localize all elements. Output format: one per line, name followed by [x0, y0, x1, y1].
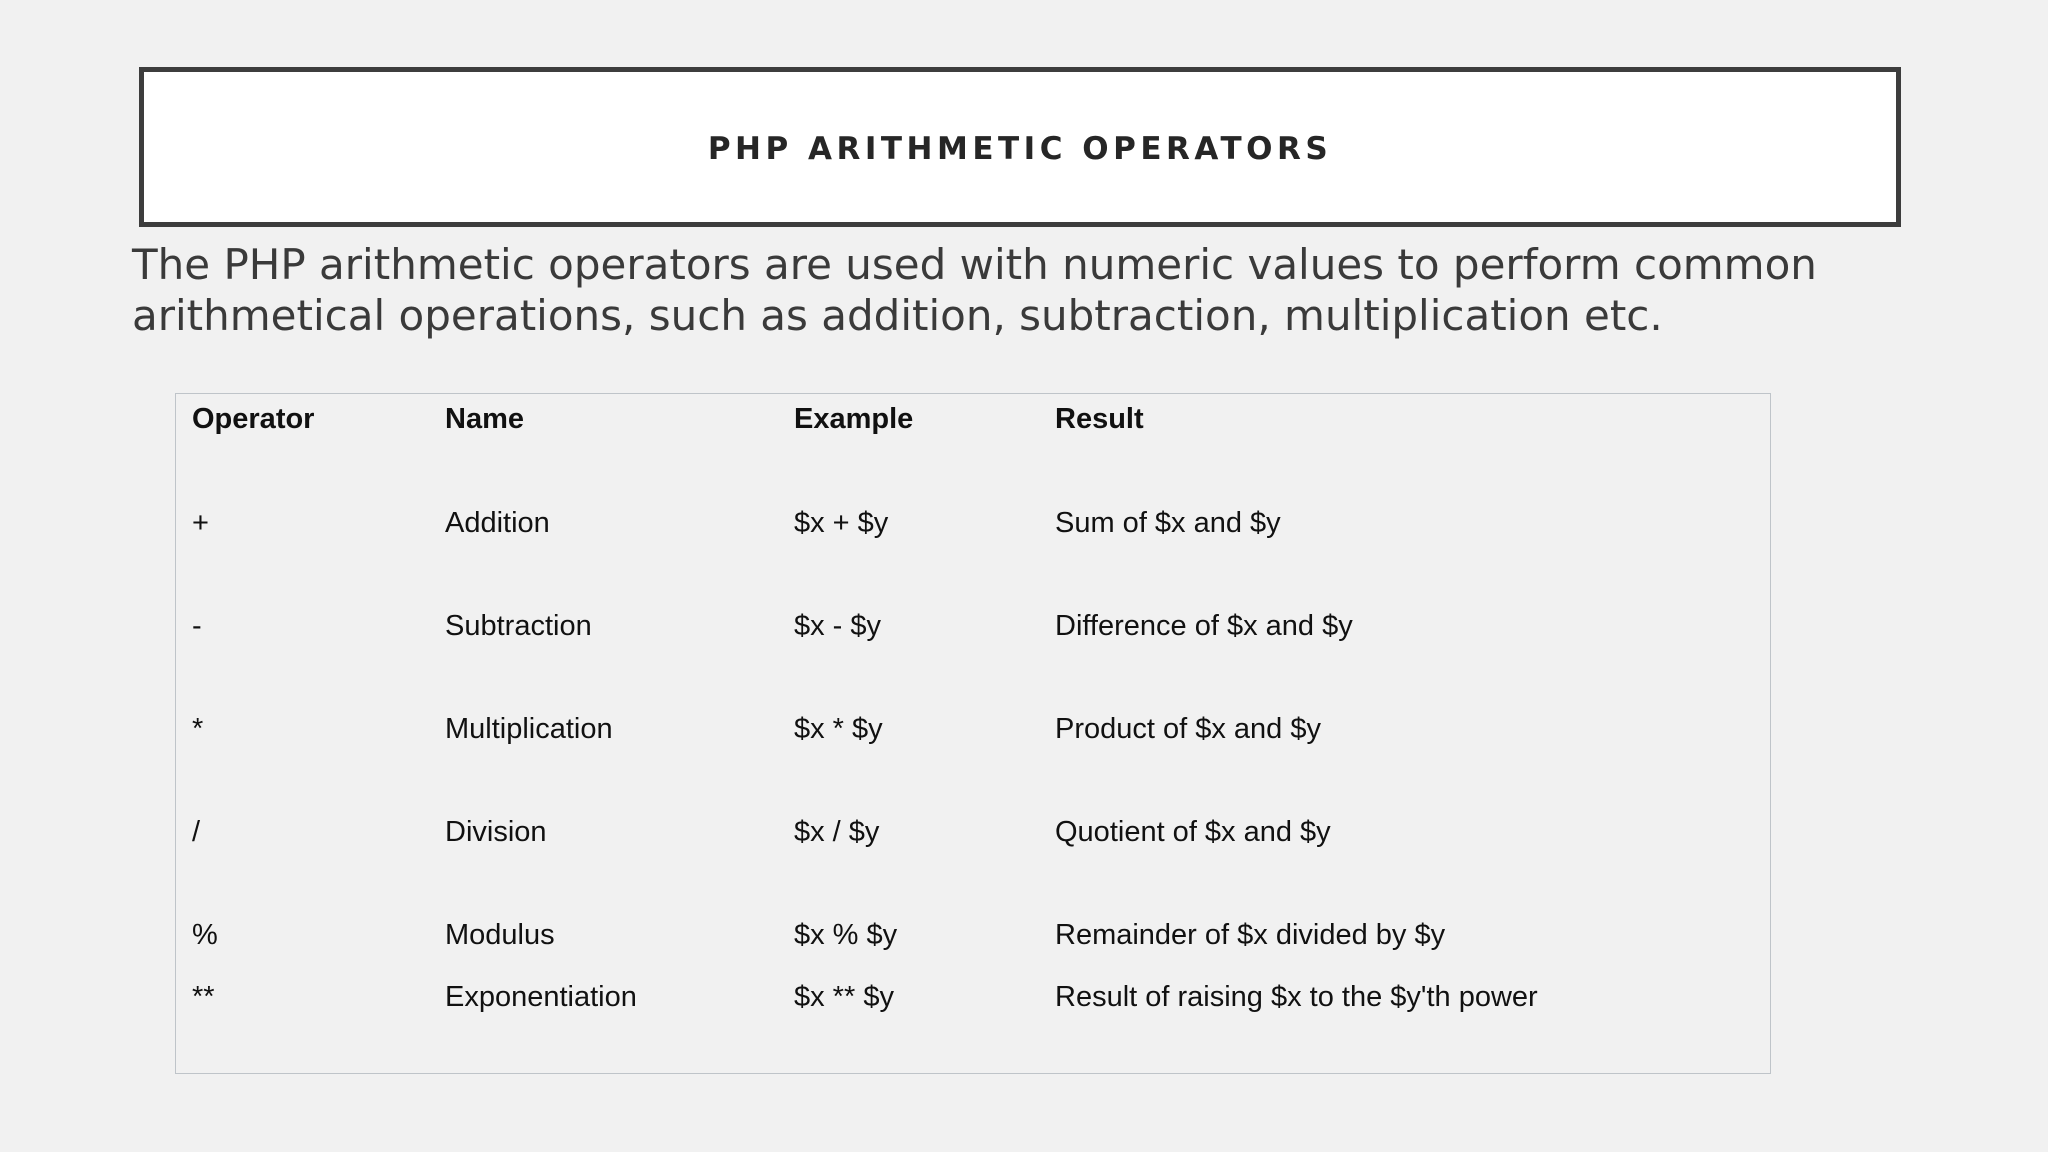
row-multiplication-name: Multiplication — [445, 713, 613, 745]
row-division-example: $x / $y — [794, 816, 880, 848]
row-subtraction-result: Difference of $x and $y — [1055, 610, 1353, 642]
row-division-result: Quotient of $x and $y — [1055, 816, 1331, 848]
row-addition-example: $x + $y — [794, 507, 889, 539]
slide-title: PHP ARITHMETIC OPERATORS — [707, 131, 1333, 167]
intro-line-1: The PHP arithmetic operators are used with numeric values to perform common — [132, 240, 1817, 289]
row-subtraction-operator: - — [192, 610, 202, 642]
row-subtraction-example: $x - $y — [794, 610, 882, 642]
row-exponentiation-name: Exponentiation — [445, 981, 637, 1013]
row-exponentiation-operator: ** — [192, 981, 215, 1013]
row-subtraction-name: Subtraction — [445, 610, 592, 642]
row-exponentiation-result: Result of raising $x to the $y'th power — [1055, 981, 1538, 1013]
row-modulus-name: Modulus — [445, 919, 555, 951]
row-multiplication-result: Product of $x and $y — [1055, 713, 1321, 745]
intro-paragraph — [132, 239, 2012, 341]
row-modulus-result: Remainder of $x divided by $y — [1055, 919, 1446, 951]
row-exponentiation-example: $x ** $y — [794, 981, 894, 1013]
row-division-name: Division — [445, 816, 547, 848]
row-multiplication-example: $x * $y — [794, 713, 883, 745]
header-name: Name — [445, 403, 524, 435]
row-addition-operator: + — [192, 507, 209, 539]
header-result: Result — [1055, 403, 1144, 435]
title-box — [139, 67, 1901, 227]
header-example: Example — [794, 403, 914, 435]
row-addition-result: Sum of $x and $y — [1055, 507, 1281, 539]
row-multiplication-operator: * — [192, 713, 204, 745]
row-division-operator: / — [192, 816, 201, 848]
row-addition-name: Addition — [445, 507, 550, 539]
intro-line-2: arithmetical operations, such as addition, subtraction, multiplication etc. — [132, 291, 1663, 340]
row-modulus-operator: % — [192, 919, 218, 951]
row-modulus-example: $x % $y — [794, 919, 898, 951]
header-operator: Operator — [192, 403, 315, 435]
operators-table — [175, 393, 1771, 1074]
